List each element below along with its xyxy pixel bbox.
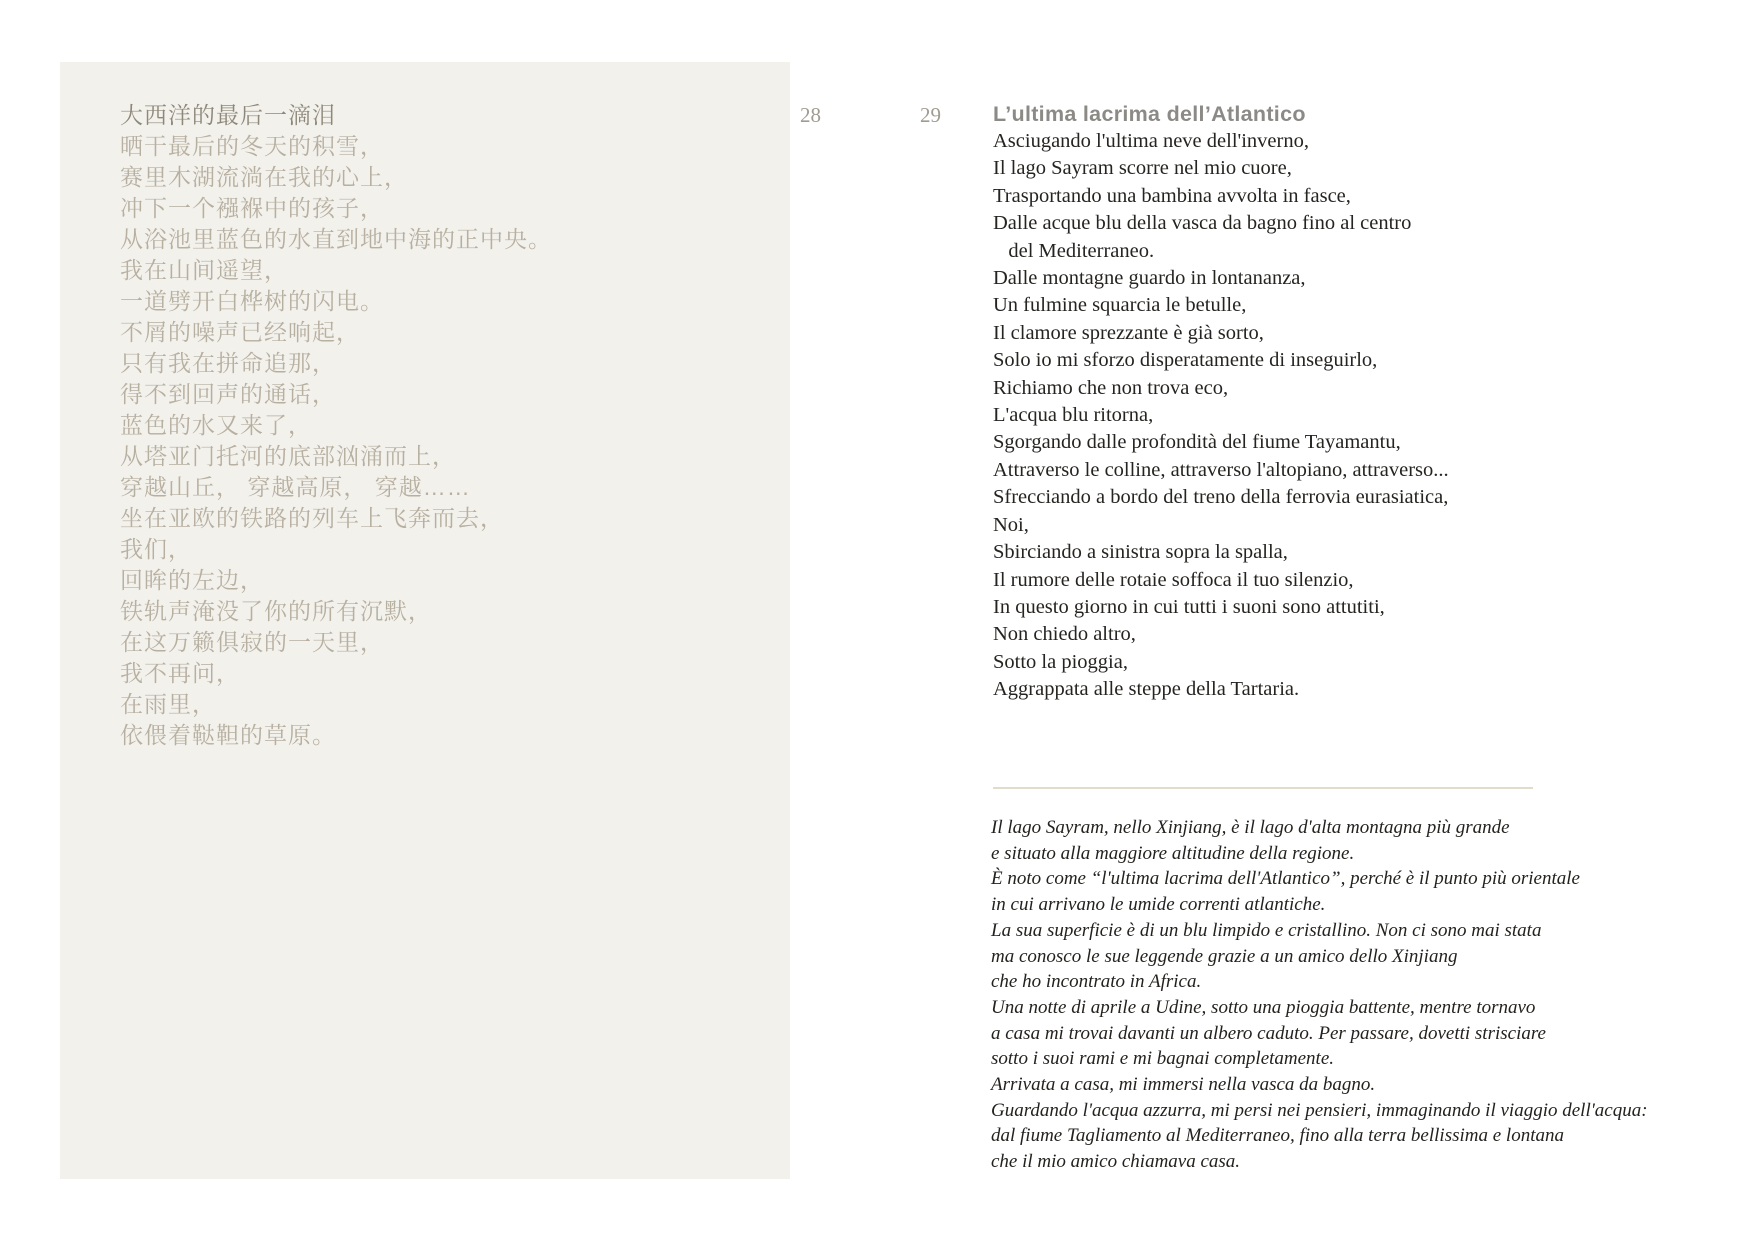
note-line: sotto i suoi rami e mi bagnai completamente. [991,1048,1335,1070]
poem-line-it: Non chiedo altro, [993,623,1136,646]
poem-line-it: Il clamore sprezzante è già sorto, [993,321,1264,344]
poem-line-it: Noi, [993,513,1029,536]
poem-line-it: Il rumore delle rotaie soffoca il tuo silenzio, [993,568,1354,591]
poem-line-zh: 一道劈开白桦树的闪电。 [120,288,384,314]
note-line: È noto come “l'ultima lacrima dell'Atlantico”, perché è il punto più orientale [991,868,1580,890]
poem-line-zh: 回眸的左边， [120,567,264,593]
poem-line-zh: 在雨里， [120,691,216,717]
footnote-divider-rule [993,787,1533,789]
note-line: Il lago Sayram, nello Xinjiang, è il lago d'alta montagna più grande [991,817,1510,838]
poem-line-it: Aggrappata alle steppe della Tartaria. [993,678,1300,701]
translator-note [991,815,1648,1175]
note-line: Una notte di aprile a Udine, sotto una pioggia battente, mentre tornavo [991,996,1536,1018]
poem-line-it: Dalle montagne guardo in lontananza, [993,267,1306,290]
poem-line-zh: 不屑的噪声已经响起， [120,319,360,345]
note-line: La sua superficie è di un blu limpido e cristallino. Non ci sono mai stata [991,919,1542,941]
poem-line-it-wrap: del Mediterraneo. [993,239,1155,262]
note-line: dal fiume Tagliamento al Mediterraneo, fino alla terra bellissima e lontana [991,1125,1564,1147]
poem-line-zh: 晒干最后的冬天的积雪， [120,133,384,159]
poem-line-it: Richiamo che non trova eco, [993,376,1229,399]
poem-line-zh: 赛里木湖流淌在我的心上， [120,164,408,190]
note-line: ma conosco le sue leggende grazie a un amico dello Xinjiang [991,945,1458,967]
poem-line-zh: 我不再问， [120,660,240,686]
poem-line-zh: 铁轨声淹没了你的所有沉默， [120,598,432,624]
page-number-left: 28 [800,103,821,127]
poem-line-it: L'acqua blu ritorna, [993,404,1154,427]
poem-title-zh: 大西洋的最后一滴泪 [120,102,336,128]
poem-line-it: Sgorgando dalle profondità del fiume Tayamantu, [993,431,1401,454]
note-line: a casa mi trovai davanti un albero caduto. Per passare, dovetti strisciare [991,1022,1546,1044]
note-line: Arrivata a casa, mi immersi nella vasca da bagno. [991,1074,1376,1096]
poem-line-zh: 我在山间遥望， [120,257,288,283]
poem-line-zh: 蓝色的水又来了， [120,412,312,438]
note-line: Guardando l'acqua azzurra, mi persi nei pensieri, immaginando il viaggio dell'acqua: [991,1099,1648,1121]
poem-line-zh: 坐在亚欧的铁路的列车上飞奔而去， [120,505,504,531]
poem-line-it: Asciugando l'ultima neve dell'inverno, [993,130,1309,152]
poem-line-zh: 从塔亚门托河的底部汹涌而上， [120,443,456,469]
poem-line-zh: 只有我在拼命追那， [120,350,336,376]
poem-line-zh: 在这万籁俱寂的一天里， [120,629,384,655]
italian-poem [993,100,1449,704]
poem-line-zh: 穿越山丘， 穿越高原， 穿越…… [120,474,471,500]
poem-line-zh: 依偎着鞑靼的草原。 [120,722,336,748]
poem-line-it: Un fulmine squarcia le betulle, [993,294,1247,317]
poem-line-it: Sfrecciando a bordo del treno della ferrovia eurasiatica, [993,486,1449,509]
poem-line-it: Dalle acque blu della vasca da bagno fino al centro [993,212,1412,235]
poem-line-it: Attraverso le colline, attraverso l'altopiano, attraverso... [993,458,1449,481]
poem-line-zh: 得不到回声的通话， [120,381,336,407]
note-line: che ho incontrato in Africa. [991,971,1202,993]
poem-line-zh: 冲下一个襁褓中的孩子， [120,195,384,221]
poem-line-zh: 我们， [120,536,192,562]
chinese-poem [120,100,552,751]
poem-line-it: Sotto la pioggia, [993,650,1128,673]
note-line: che il mio amico chiamava casa. [991,1151,1241,1173]
poem-title-it: L’ultima lacrima dell’Atlantico [993,102,1306,126]
poem-line-it: Trasportando una bambina avvolta in fasce, [993,184,1351,207]
note-line: e situato alla maggiore altitudine della regione. [991,842,1355,864]
left-page [60,62,790,1179]
note-line: in cui arrivano le umide correnti atlantiche. [991,894,1326,916]
poem-line-it: Solo io mi sforzo disperatamente di inseguirlo, [993,349,1378,372]
poem-line-it: Il lago Sayram scorre nel mio cuore, [993,157,1292,180]
poem-line-zh: 从浴池里蓝色的水直到地中海的正中央。 [120,226,552,252]
page-number-right: 29 [920,103,941,127]
poem-line-it: Sbirciando a sinistra sopra la spalla, [993,541,1288,564]
poem-line-it: In questo giorno in cui tutti i suoni sono attutiti, [993,595,1385,618]
